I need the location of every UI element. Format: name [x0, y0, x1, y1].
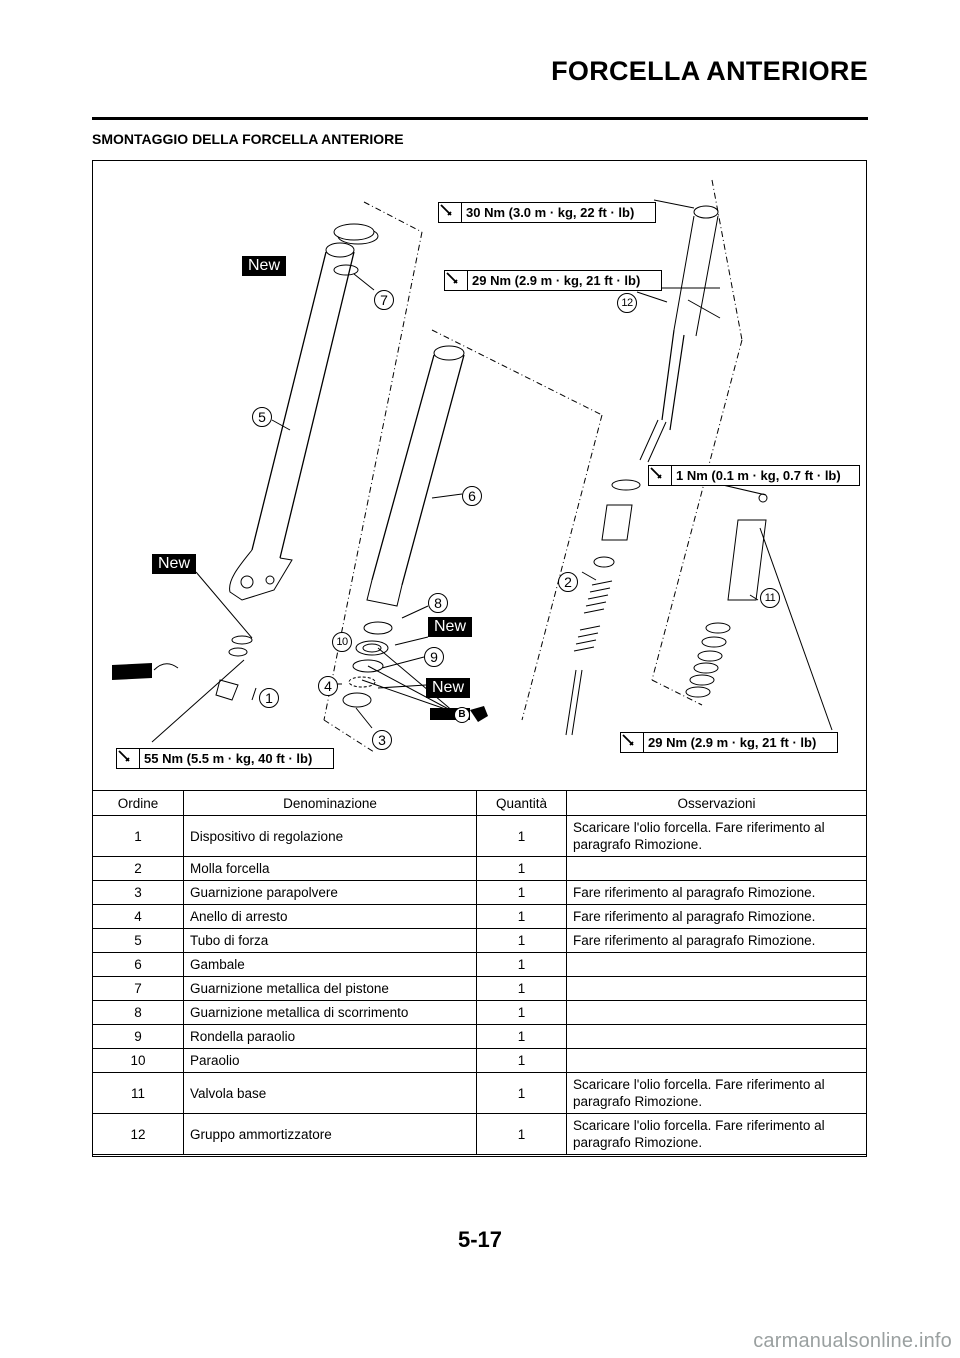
- table-row: [93, 1114, 867, 1155]
- cell-osservazioni: Scaricare l'olio forcella. Fare riferimento al paragrafo Rimozione.: [567, 1073, 867, 1114]
- torque-label-55nm: [116, 748, 334, 769]
- cell-denominazione: Tubo di forza: [184, 929, 477, 953]
- table-row: [93, 881, 867, 905]
- cell-osservazioni: [567, 1049, 867, 1073]
- callout-6: 6: [462, 486, 482, 506]
- torque-value: 29 Nm (2.9 m · kg, 21 ft · lb): [648, 735, 817, 750]
- torque-label-29nm-bottom: [620, 732, 838, 753]
- cell-quantita: 1: [477, 929, 567, 953]
- cell-ordine: 1: [93, 816, 184, 857]
- cell-quantita: 1: [477, 953, 567, 977]
- col-quantita: Quantità: [477, 791, 567, 816]
- cell-ordine: 11: [93, 1073, 184, 1114]
- cell-quantita: 1: [477, 816, 567, 857]
- cell-denominazione: Gambale: [184, 953, 477, 977]
- callout-9: 9: [424, 647, 444, 667]
- cell-denominazione: Valvola base: [184, 1073, 477, 1114]
- cell-quantita: 1: [477, 881, 567, 905]
- table-row: [93, 977, 867, 1001]
- exploded-diagram: [92, 160, 867, 790]
- cell-ordine: 9: [93, 1025, 184, 1049]
- cell-ordine: 12: [93, 1114, 184, 1155]
- cell-osservazioni: [567, 857, 867, 881]
- torque-value: 29 Nm (2.9 m · kg, 21 ft · lb): [472, 273, 641, 288]
- col-ordine: Ordine: [93, 791, 184, 816]
- cell-quantita: 1: [477, 1073, 567, 1114]
- callout-4: 4: [318, 676, 338, 696]
- cell-denominazione: Paraolio: [184, 1049, 477, 1073]
- callout-7: 7: [374, 290, 394, 310]
- grease-b-icon: B: [454, 707, 470, 723]
- callout-2: 2: [558, 572, 578, 592]
- cell-denominazione: Guarnizione parapolvere: [184, 881, 477, 905]
- cell-denominazione: Guarnizione metallica di scorrimento: [184, 1001, 477, 1025]
- table-row: [93, 929, 867, 953]
- new-tag: New: [428, 617, 472, 637]
- page-number: 5-17: [457, 1227, 503, 1252]
- torque-label-29nm-top: [444, 270, 662, 291]
- callout-10: 10: [332, 632, 352, 652]
- cell-quantita: 1: [477, 1025, 567, 1049]
- cell-osservazioni: Scaricare l'olio forcella. Fare riferimento al paragrafo Rimozione.: [567, 816, 867, 857]
- page-header-title: FORCELLA ANTERIORE: [551, 56, 868, 86]
- cell-denominazione: Guarnizione metallica del pistone: [184, 977, 477, 1001]
- header-rule: [92, 117, 868, 120]
- callout-8: 8: [428, 593, 448, 613]
- wrench-icon: [621, 733, 644, 752]
- cell-denominazione: Dispositivo di regolazione: [184, 816, 477, 857]
- torque-label-1nm: [648, 465, 860, 486]
- wrench-icon: [649, 466, 672, 485]
- table-row: [93, 1025, 867, 1049]
- table-header-row: [93, 791, 867, 816]
- cell-quantita: 1: [477, 857, 567, 881]
- watermark: carmanualsonline.info: [753, 1330, 952, 1352]
- callout-5: 5: [252, 407, 272, 427]
- torque-value: 30 Nm (3.0 m · kg, 22 ft · lb): [466, 205, 635, 220]
- new-tag: New: [152, 554, 196, 574]
- new-tag: New: [426, 678, 470, 698]
- callout-1: 1: [259, 688, 279, 708]
- cell-osservazioni: [567, 953, 867, 977]
- table-row: [93, 1073, 867, 1114]
- cell-osservazioni: [567, 977, 867, 1001]
- cell-osservazioni: Fare riferimento al paragrafo Rimozione.: [567, 881, 867, 905]
- cell-ordine: 5: [93, 929, 184, 953]
- cell-ordine: 3: [93, 881, 184, 905]
- torque-label-30nm: [438, 202, 656, 223]
- callout-3: 3: [372, 730, 392, 750]
- torque-value: 1 Nm (0.1 m · kg, 0.7 ft · lb): [676, 468, 841, 483]
- cell-osservazioni: [567, 1001, 867, 1025]
- callout-11: 11: [760, 588, 780, 608]
- torque-value: 55 Nm (5.5 m · kg, 40 ft · lb): [144, 751, 313, 766]
- cell-denominazione: Gruppo ammortizzatore: [184, 1114, 477, 1155]
- cell-quantita: 1: [477, 1049, 567, 1073]
- cell-ordine: 2: [93, 857, 184, 881]
- cell-ordine: 4: [93, 905, 184, 929]
- section-title: SMONTAGGIO DELLA FORCELLA ANTERIORE: [92, 131, 404, 147]
- table-row: [93, 1001, 867, 1025]
- table-row: [93, 857, 867, 881]
- cell-quantita: 1: [477, 1001, 567, 1025]
- col-osservazioni: Osservazioni: [567, 791, 867, 816]
- cell-quantita: 1: [477, 1114, 567, 1155]
- table-row: [93, 905, 867, 929]
- cell-quantita: 1: [477, 905, 567, 929]
- cell-denominazione: Rondella paraolio: [184, 1025, 477, 1049]
- cell-ordine: 8: [93, 1001, 184, 1025]
- cell-ordine: 10: [93, 1049, 184, 1073]
- new-tag: New: [242, 256, 286, 276]
- table-row: [93, 1049, 867, 1073]
- col-denominazione: Denominazione: [184, 791, 477, 816]
- parts-table: [92, 790, 867, 1155]
- cell-osservazioni: Fare riferimento al paragrafo Rimozione.: [567, 905, 867, 929]
- cell-quantita: 1: [477, 977, 567, 1001]
- callout-12: 12: [617, 293, 637, 313]
- cell-osservazioni: Fare riferimento al paragrafo Rimozione.: [567, 929, 867, 953]
- wrench-icon: [117, 749, 140, 768]
- table-row: [93, 816, 867, 857]
- cell-denominazione: Molla forcella: [184, 857, 477, 881]
- table-row: [93, 953, 867, 977]
- cell-osservazioni: [567, 1025, 867, 1049]
- cell-ordine: 6: [93, 953, 184, 977]
- wrench-icon: [439, 203, 462, 222]
- cell-ordine: 7: [93, 977, 184, 1001]
- cell-osservazioni: Scaricare l'olio forcella. Fare riferimento al paragrafo Rimozione.: [567, 1114, 867, 1155]
- cell-denominazione: Anello di arresto: [184, 905, 477, 929]
- wrench-icon: [445, 271, 468, 290]
